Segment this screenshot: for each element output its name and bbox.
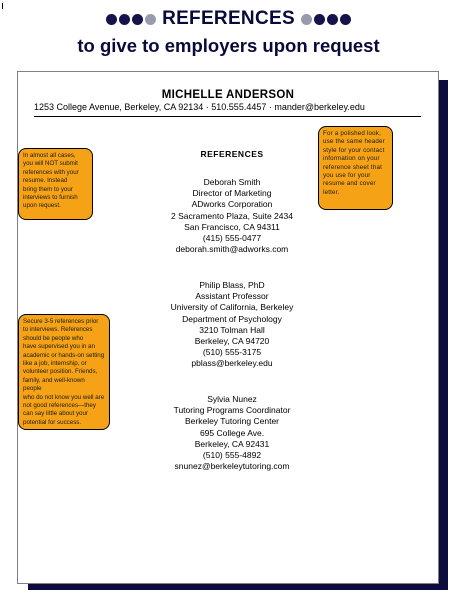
note-line: reference sheet that xyxy=(323,163,383,171)
note-line: potential for success. xyxy=(23,418,82,426)
reference-line: 3210 Tolman Hall xyxy=(199,324,265,335)
note-line: family, and well-known people xyxy=(23,376,85,393)
reference-line: ADworks Corporation xyxy=(191,199,273,210)
reference-line: (510) 555-4892 xyxy=(202,450,262,461)
note-line: have supervised you in an xyxy=(23,343,95,351)
note-line: volunteer position. Friends, xyxy=(23,368,98,376)
tip-note-polished xyxy=(318,126,393,210)
reference-line: (510) 555-3175 xyxy=(202,347,262,358)
header-divider xyxy=(34,116,421,117)
dot-icon xyxy=(327,14,338,25)
references-heading: REFERENCES xyxy=(200,149,264,159)
note-line: like a job, internship, or xyxy=(23,360,87,368)
note-line: bring them to your xyxy=(23,185,73,193)
note-line: Secure 3-5 references prior xyxy=(23,318,99,325)
dot-icon xyxy=(340,14,351,25)
reference-line: Tutoring Programs Coordinator xyxy=(173,405,291,416)
reference-line: San Francisco, CA 94311 xyxy=(184,221,280,232)
dot-icon xyxy=(301,14,312,25)
reference-line: pblass@berkeley.edu xyxy=(191,358,273,369)
note-line: use the same header xyxy=(323,138,385,146)
note-line: interviews to furnish xyxy=(23,194,78,202)
dot-icon xyxy=(145,14,156,25)
reference-line: snunez@berkeleytutoring.com xyxy=(174,461,290,472)
note-line: For a polished look, xyxy=(323,130,381,137)
reference-line: 2 Sacramento Plaza, Suite 2434 xyxy=(171,210,293,221)
note-line: resume and cover xyxy=(323,180,376,188)
note-line: letter. xyxy=(323,188,340,196)
note-line: resume. Instead xyxy=(23,177,68,185)
reference-line: Berkeley, CA 92431 xyxy=(194,438,270,449)
note-line: you use for your xyxy=(323,172,371,180)
note-line: upon request. xyxy=(23,202,61,210)
note-line: academic or hands-on setting xyxy=(23,351,105,359)
reference-line: deborah.smith@adworks.com xyxy=(175,244,289,255)
reference-line: Assistant Professor xyxy=(195,291,269,302)
left-dots-ornament xyxy=(106,14,156,25)
reference-line: Department of Psychology xyxy=(182,313,282,324)
note-line: information on your xyxy=(323,155,380,163)
dot-icon xyxy=(132,14,143,25)
note-line: In almost all cases, xyxy=(23,152,76,159)
page-header xyxy=(0,6,457,57)
right-dots-ornament xyxy=(301,14,351,25)
reference-entry xyxy=(155,177,309,255)
note-line: can say little about your xyxy=(23,410,89,418)
note-line: not good references—they xyxy=(23,402,96,410)
page-title: REFERENCES xyxy=(162,8,295,29)
reference-line: 695 College Ave. xyxy=(199,427,265,438)
reference-line: Deborah Smith xyxy=(203,177,261,187)
note-line: you will NOT submit xyxy=(23,160,78,168)
reference-entry xyxy=(155,394,309,472)
page-subtitle: to give to employers upon request xyxy=(77,35,380,56)
reference-line: Philip Blass, PhD xyxy=(199,280,265,290)
note-line: references with your xyxy=(23,168,79,176)
contact-line: 1253 College Avenue, Berkeley, CA 92134 · 510.555.4457 · mander@berkeley.edu xyxy=(34,102,365,112)
reference-line: Berkeley, CA 94720 xyxy=(194,336,270,347)
reference-line: University of California, Berkeley xyxy=(170,302,294,313)
dot-icon xyxy=(119,14,130,25)
reference-line: Berkeley Tutoring Center xyxy=(184,416,280,427)
reference-line: Sylvia Nunez xyxy=(207,394,257,404)
reference-entry xyxy=(155,280,309,370)
note-line: who do not know you well are xyxy=(23,393,105,401)
note-line: style for your contact xyxy=(323,146,385,154)
reference-line: Director of Marketing xyxy=(192,188,272,199)
dot-icon xyxy=(106,14,117,25)
dot-icon xyxy=(314,14,325,25)
note-line: to interviews. References xyxy=(23,326,93,334)
reference-line: (415) 555-0477 xyxy=(202,233,262,244)
applicant-name: MICHELLE ANDERSON xyxy=(161,89,295,101)
note-line: should be people who xyxy=(23,334,84,342)
tip-note-submit xyxy=(18,148,93,220)
tip-note-secure xyxy=(18,314,110,430)
